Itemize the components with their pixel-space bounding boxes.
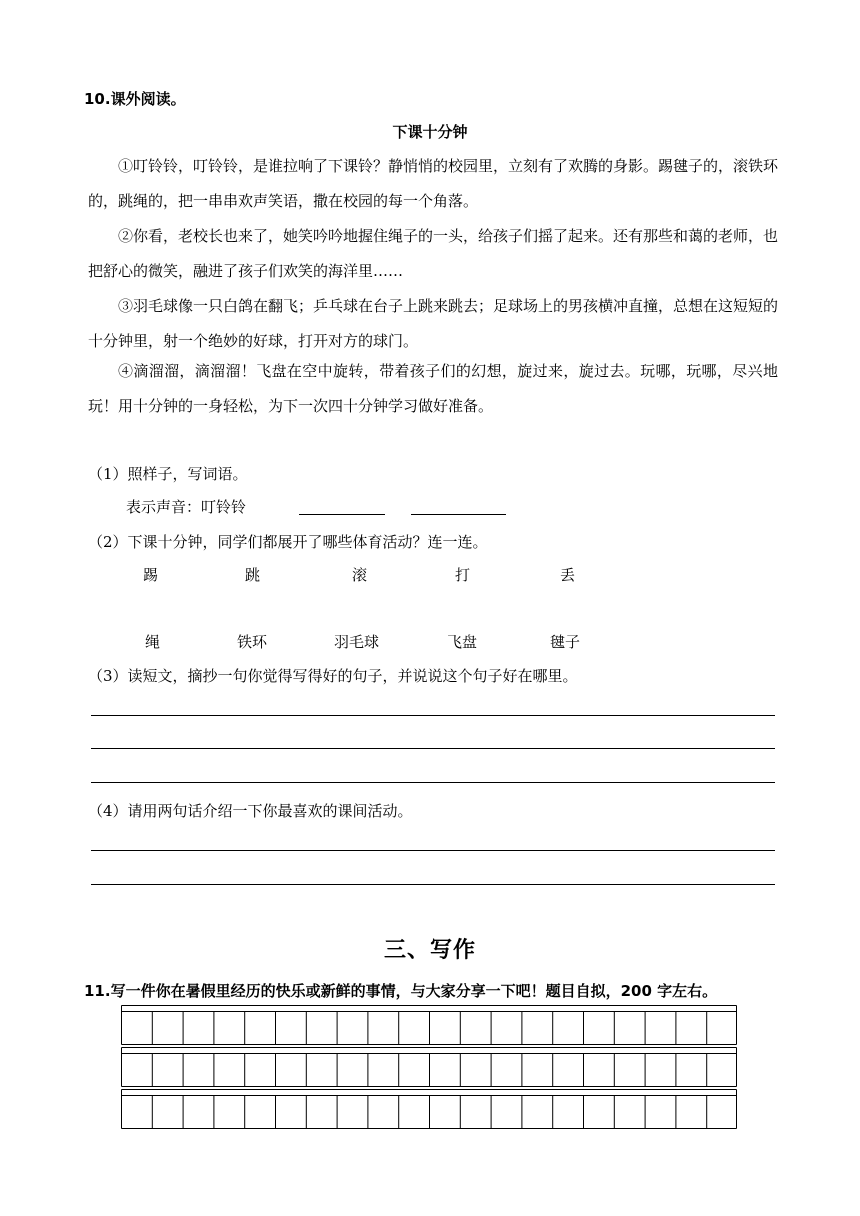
noun-rope[interactable]: 绳 <box>145 633 161 651</box>
composition-grid[interactable] <box>121 1005 737 1129</box>
noun-frisbee[interactable]: 飞盘 <box>447 633 478 651</box>
answer-blank-2[interactable] <box>411 494 506 515</box>
noun-badminton[interactable]: 羽毛球 <box>334 633 380 651</box>
verb-kick[interactable]: 踢 <box>143 566 159 584</box>
answer-blank-1[interactable] <box>299 494 385 515</box>
answer-line[interactable] <box>91 884 775 885</box>
sub-question-4-prompt: （4）请用两句话介绍一下你最喜欢的课间活动。 <box>88 802 413 820</box>
noun-iron-hoop[interactable]: 铁环 <box>237 633 268 651</box>
verb-jump[interactable]: 跳 <box>245 566 261 584</box>
sub-question-2-prompt: （2）下课十分钟，同学们都展开了哪些体育活动？连一连。 <box>88 533 488 551</box>
answer-line[interactable] <box>91 715 775 716</box>
passage-paragraph-3: ③羽毛球像一只白鸽在翻飞；乒乓球在台子上跳来跳去；足球场上的男孩横冲直撞，总想在这短短的十分钟里，射一个绝妙的好球，打开对方的球门。 <box>88 297 779 350</box>
question-10-heading: 10.课外阅读。 <box>84 90 186 108</box>
answer-line[interactable] <box>91 748 775 749</box>
sub-question-1-example: 表示声音：叮铃铃 <box>126 498 247 516</box>
section-heading-writing: 三、写作 <box>383 938 476 963</box>
passage-title: 下课十分钟 <box>392 123 468 141</box>
verb-hit[interactable]: 打 <box>455 566 471 584</box>
verb-roll[interactable]: 滚 <box>352 566 368 584</box>
passage-paragraph-4: ④滴溜溜，滴溜溜！飞盘在空中旋转，带着孩子们的幻想，旋过来，旋过去。玩哪，玩哪，尽兴地玩！用十分钟的一身轻松，为下一次四十分钟学习做好准备。 <box>88 362 778 415</box>
question-11-prompt: 11.写一件你在暑假里经历的快乐或新鲜的事情，与大家分享一下吧！题目自拟，200 字左右。 <box>84 982 718 1000</box>
passage-paragraph-1: ①叮铃铃，叮铃铃，是谁拉响了下课铃？静悄悄的校园里，立刻有了欢腾的身影。踢毽子的，滚铁环的，跳绳的，把一串串欢声笑语，撒在校园的每一个角落。 <box>88 157 779 210</box>
answer-line[interactable] <box>91 850 775 851</box>
verb-throw[interactable]: 丢 <box>560 566 576 584</box>
passage-paragraph-2: ②你看，老校长也来了，她笑吟吟地握住绳子的一头，给孩子们摇了起来。还有那些和蔼的老师，也把舒心的微笑，融进了孩子们欢笑的海洋里…… <box>88 227 779 280</box>
sub-question-3-prompt: （3）读短文，摘抄一句你觉得写得好的句子，并说说这个句子好在哪里。 <box>88 667 578 685</box>
noun-shuttlecock[interactable]: 毽子 <box>550 633 581 651</box>
sub-question-1-prompt: （1）照样子，写词语。 <box>88 465 248 483</box>
answer-line[interactable] <box>91 782 775 783</box>
